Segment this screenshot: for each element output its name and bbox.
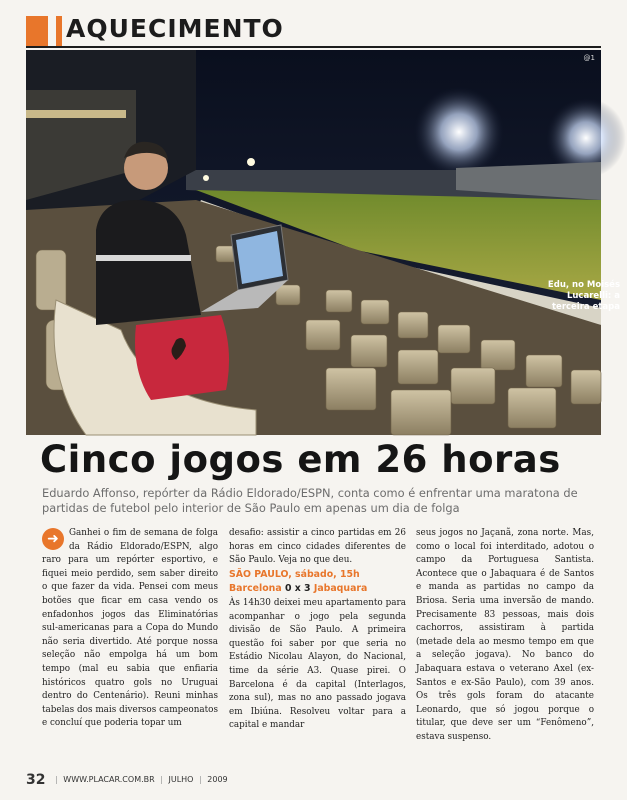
match-score: 0 x 3	[284, 583, 311, 595]
article-dek: Eduardo Affonso, repórter da Rádio Eldorado/ESPN, conta como é enfrentar uma maratona de partidas de futebol pelo interior de São Paulo em apenas um dia de folga	[42, 486, 578, 515]
section-rule	[26, 46, 601, 48]
stadium-photo	[26, 50, 620, 435]
arrow-right-icon: ➜	[42, 528, 64, 550]
page-footer	[26, 772, 228, 788]
article-column-3	[416, 527, 594, 745]
page-number: 32	[26, 772, 46, 788]
footer-month: JULHO	[168, 775, 194, 784]
section-title: AQUECIMENTO	[66, 14, 284, 43]
section-marker	[26, 16, 48, 46]
section-marker-gap	[48, 16, 56, 46]
column-3-text: seus jogos no Jaçanã, zona norte. Mas, como o local foi interditado, adotou o campo da Portuguesa Santista. Acontece que o Jabaquara é de Santos e manda as partidas no campo da Briosa. Seria uma inversão de mando. Precisamente 83 pessoas, mais dois cachorros, assistiram à partida (metade dela ao mesmo tempo em que a seleção jogava). No banco do Jabaquara estava o veterano Axel (ex-Santos e ex-São Paulo), com 39 anos. Os três gols foram do atacante Leonardo, que só jogou porque o titular, que deve ser um “Fenômeno”, estava suspenso.	[416, 528, 594, 742]
match-home-team: Barcelona	[229, 583, 282, 595]
column-2-body: Às 14h30 deixei meu apartamento para acompanhar o jogo pela segunda divisão de São Paulo. A primeira questão foi saber por que seria no Estádio Nicolau Alayon, do Nacional, time da série A3. Quase pirei. O Barcelona é da capital (Interlagos, zona sul), mas no ano passado jogava em Ibiúna. Resolveu voltar para a capital e mandar	[229, 597, 406, 731]
footer-year: 2009	[207, 775, 228, 784]
article-column-2	[229, 527, 406, 733]
photo-caption: Edu, no Moisés Lucarelli: a terceira etapa	[547, 280, 620, 312]
column-1-text: Ganhei o fim de semana de folga da Rádio Eldorado/ESPN, algo raro para um repórter esportivo, e fiquei meio perdido, sem saber direito o que fazer da vida. Pensei com meus botões que ficar em casa vendo os enfadonhos jogos das Eliminatórias sul-americanas para a Copa do Mundo não seria divertido. Até porque nossa seleção não empolga há um bom tempo (mal eu sabia que enfiaria históricos quatro gols no Uruguai dentro do Centenário). Reuni minhas tabelas dos mais diversos campeonatos e concluí que poderia topar um	[42, 528, 218, 729]
match-result	[229, 583, 367, 594]
match-place-time: SÃO PAULO, sábado, 15h	[229, 568, 360, 580]
footer-separator: |	[160, 775, 163, 784]
section-marker-stripe	[56, 16, 62, 46]
footer-separator: |	[199, 775, 202, 784]
article-headline: Cinco jogos em 26 horas	[40, 438, 561, 481]
column-2-intro: desafio: assistir a cinco partidas em 26 horas em cinco cidades diferentes de São Paulo. Veja no que deu.	[229, 528, 406, 566]
footer-separator: |	[55, 775, 58, 784]
match-away-team: Jabaquara	[313, 583, 368, 595]
photo-credit: @1	[583, 54, 595, 62]
footer-site: WWW.PLACAR.COM.BR	[63, 775, 155, 784]
article-column-1	[42, 527, 218, 731]
